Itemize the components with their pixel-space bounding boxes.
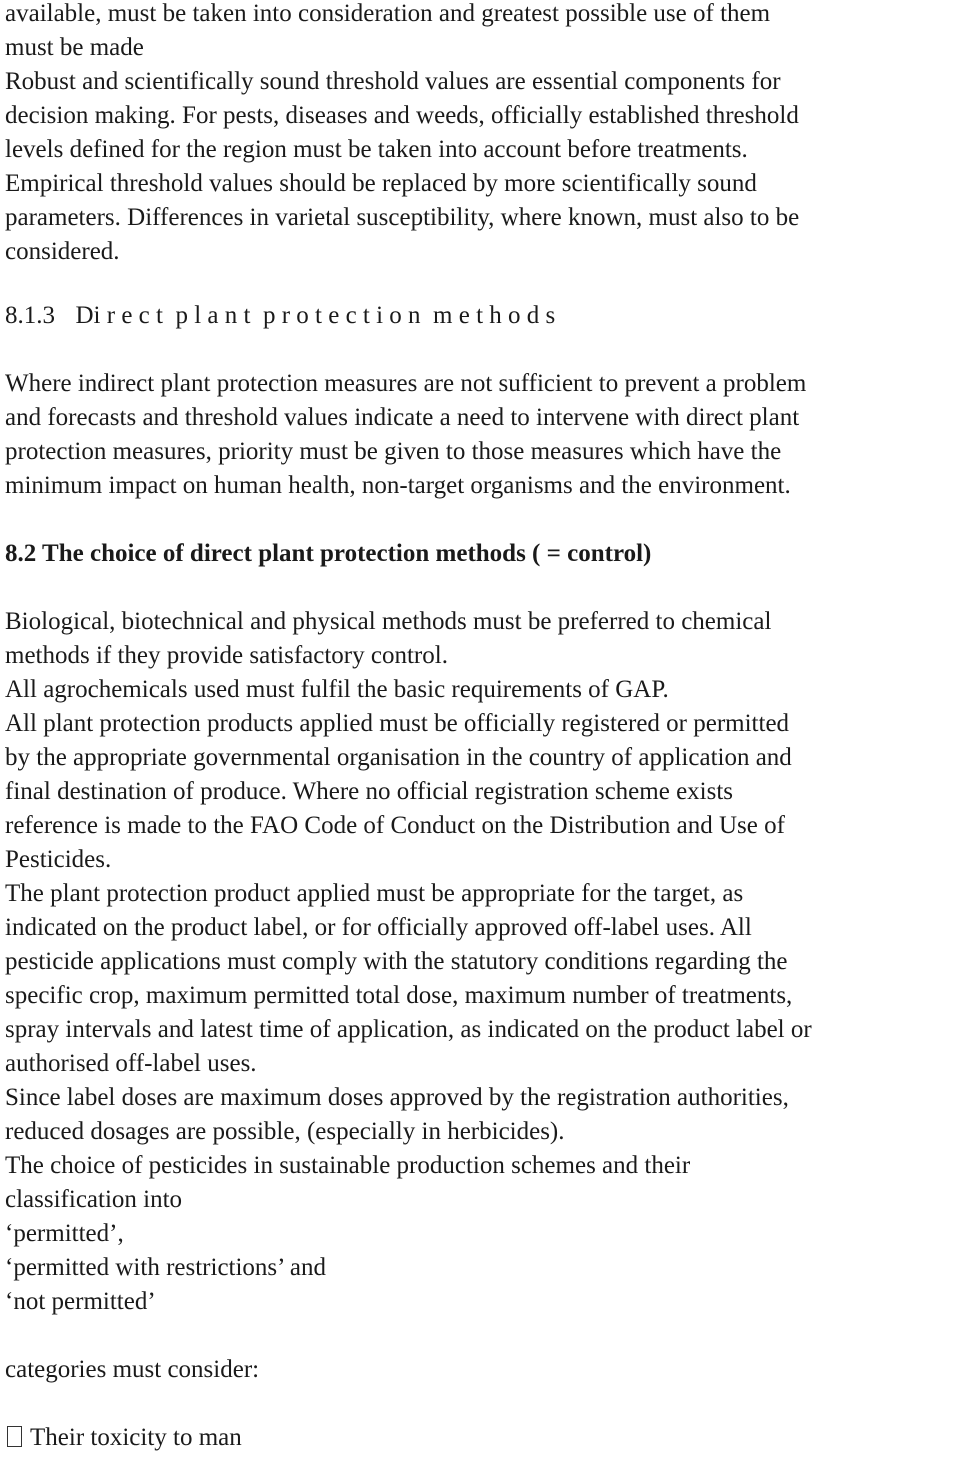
text-line: Where indirect plant protection measures are not sufficient to prevent a problem <box>5 370 807 397</box>
text-line: Pesticides. <box>5 846 112 873</box>
text-line: The choice of pesticides in sustainable production schemes and their <box>5 1152 691 1179</box>
text-line: methods if they provide satisfactory control. <box>5 642 448 669</box>
text-line: classification into <box>5 1186 183 1213</box>
text-line: pesticide applications must comply with the statutory conditions regarding the <box>5 948 788 975</box>
section-title: Di r e c t p l a n t p r o t e c t i o n m e t h o d s <box>75 302 556 329</box>
text-line: Empirical threshold values should be replaced by more scientifically sound <box>5 170 757 197</box>
text-line: by the appropriate governmental organisation in the country of application and <box>5 744 792 771</box>
text-line: spray intervals and latest time of application, as indicated on the product label or <box>5 1016 812 1043</box>
text-line: authorised off-label uses. <box>5 1050 257 1077</box>
bullet-box-icon <box>7 1426 22 1447</box>
bullet-item <box>5 1421 955 1455</box>
text-line: must be made <box>5 34 144 61</box>
text-line: parameters. Differences in varietal susceptibility, where known, must also to be <box>5 204 800 231</box>
text-line: All agrochemicals used must fulfil the basic requirements of GAP. <box>5 676 669 703</box>
text-line: and forecasts and threshold values indicate a need to intervene with direct plant <box>5 404 800 431</box>
text-line: All plant protection products applied must be officially registered or permitted <box>5 710 790 737</box>
text-line: final destination of produce. Where no official registration scheme exists <box>5 778 734 805</box>
section-number: 8.1.3 <box>5 302 55 329</box>
text-line: reference is made to the FAO Code of Conduct on the Distribution and Use of <box>5 812 785 839</box>
section-heading-8-2: 8.2 The choice of direct plant protection methods ( = control) <box>5 540 652 567</box>
text-line: ‘not permitted’ <box>5 1288 156 1315</box>
text-line: specific crop, maximum permitted total dose, maximum number of treatments, <box>5 982 793 1009</box>
text-line: Biological, biotechnical and physical methods must be preferred to chemical <box>5 608 772 635</box>
text-line: minimum impact on human health, non-target organisms and the environment. <box>5 472 791 499</box>
text-line: ‘permitted’, <box>5 1220 124 1247</box>
paragraph-thresholds <box>5 0 955 269</box>
text-line: available, must be taken into consideration and greatest possible use of them <box>5 0 771 27</box>
bullet-text: Their toxicity to man <box>30 1424 242 1451</box>
paragraph-choice <box>5 605 955 1319</box>
text-line: protection measures, priority must be given to those measures which have the <box>5 438 782 465</box>
text-line: decision making. For pests, diseases and weeds, officially established threshold <box>5 102 799 129</box>
text-line: ‘permitted with restrictions’ and <box>5 1254 326 1281</box>
text-line: reduced dosages are possible, (especially in herbicides). <box>5 1118 565 1145</box>
categories-line: categories must consider: <box>5 1356 260 1383</box>
text-line: levels defined for the region must be taken into account before treatments. <box>5 136 748 163</box>
text-line: The plant protection product applied must be appropriate for the target, as <box>5 880 744 907</box>
document-page <box>5 0 955 1455</box>
text-line: considered. <box>5 238 120 265</box>
section-heading-8-1-3 <box>5 299 955 333</box>
text-line: Since label doses are maximum doses approved by the registration authorities, <box>5 1084 789 1111</box>
paragraph-direct <box>5 367 955 503</box>
text-line: indicated on the product label, or for officially approved off-label uses. All <box>5 914 752 941</box>
text-line: Robust and scientifically sound threshold values are essential components for <box>5 68 781 95</box>
